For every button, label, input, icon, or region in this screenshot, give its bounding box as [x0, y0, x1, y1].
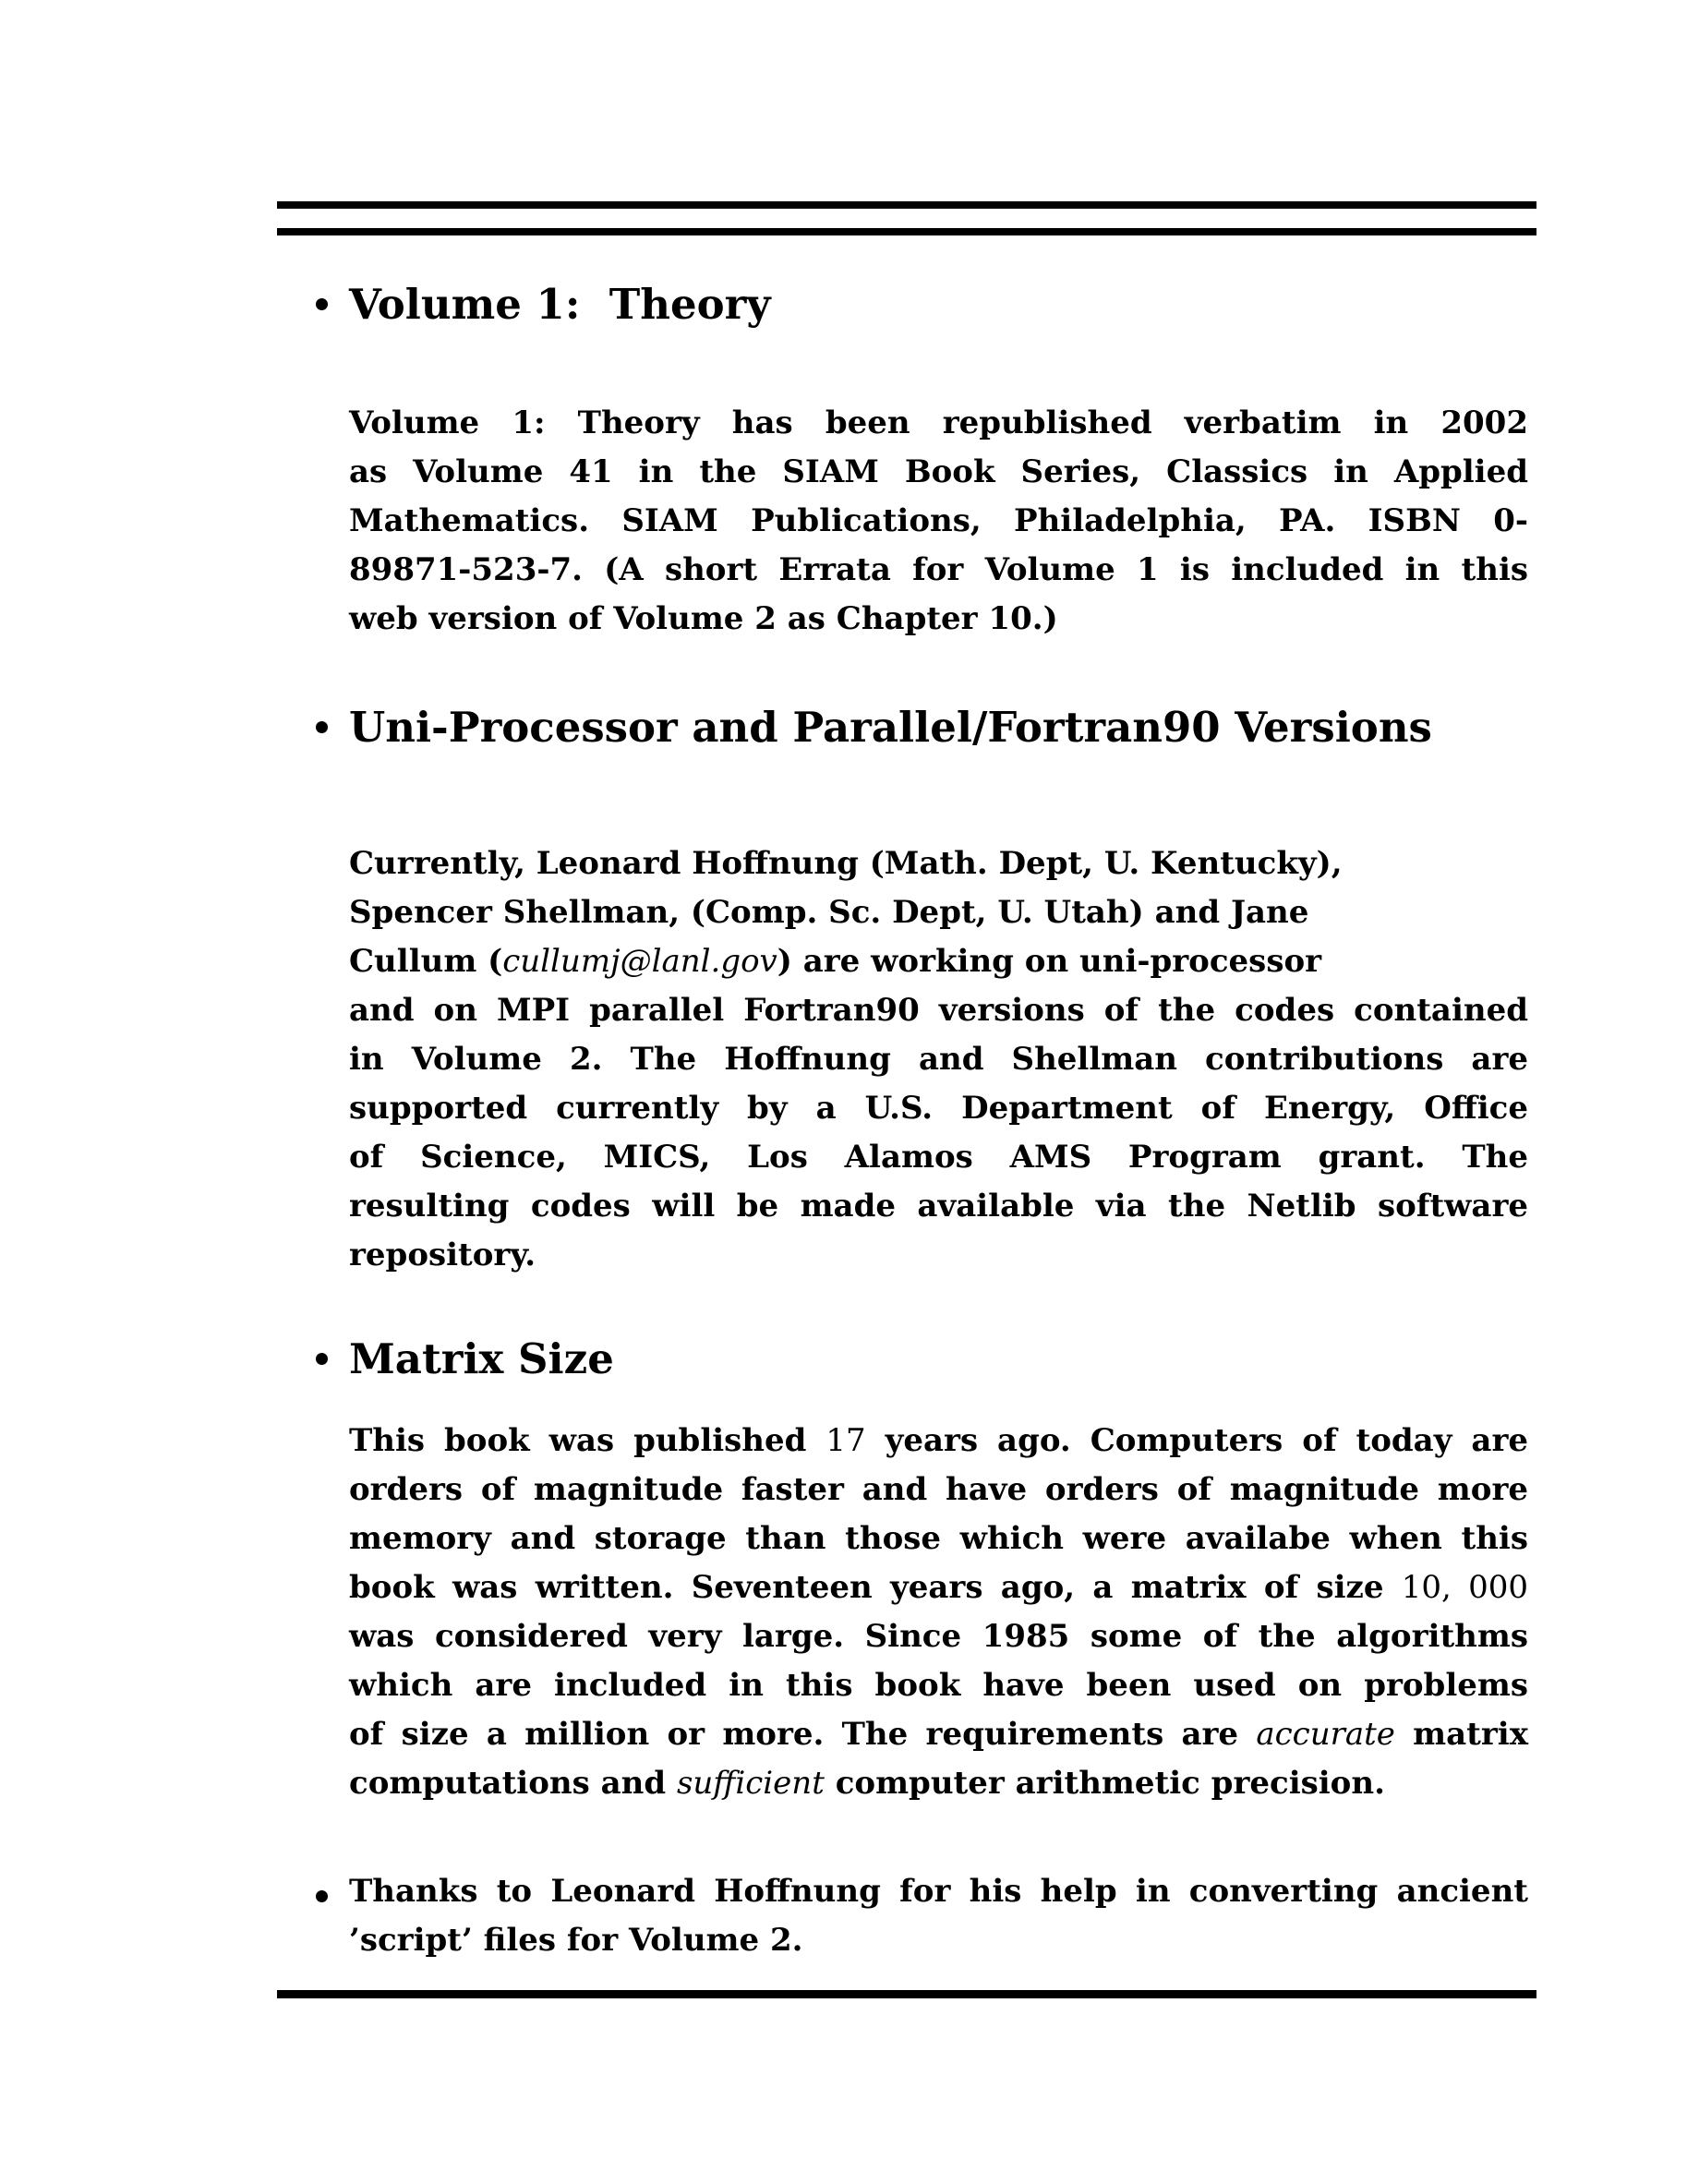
- text-line: [349, 546, 1528, 595]
- text-line: [349, 1916, 1528, 1965]
- text-line: [349, 1466, 1528, 1514]
- body-text: memory and storage than those which were availabe when this: [349, 1520, 1528, 1557]
- italic-text: accurate: [1256, 1716, 1395, 1753]
- body-text: orders of magnitude faster and have orders of magnitude more: [349, 1471, 1528, 1508]
- body-text: This book was published: [349, 1422, 826, 1459]
- text-line: [349, 1417, 1528, 1466]
- body-text: in Volume 2. The Hoffnung and Shellman contributions are: [349, 1041, 1528, 1078]
- body-text: ) are working on uni-processor: [777, 943, 1322, 980]
- section-heading: Volume 1: Theory: [349, 280, 771, 329]
- body-text: as Volume 41 in the SIAM Book Series, Classics in Applied: [349, 453, 1528, 490]
- section-body: [349, 839, 1528, 1280]
- text-line: [349, 1867, 1528, 1916]
- body-text: computer arithmetic precision.: [824, 1765, 1385, 1802]
- body-text: Thanks to Leonard Hoffnung for his help in converting ancient: [349, 1873, 1528, 1910]
- bullet-icon: [316, 1353, 328, 1365]
- text-line: [349, 448, 1528, 497]
- text-line: [349, 1035, 1528, 1084]
- body-text: repository.: [349, 1237, 536, 1273]
- text-line: [349, 1759, 1528, 1808]
- body-text: matrix: [1394, 1716, 1528, 1753]
- text-line: [349, 986, 1528, 1035]
- math-text: 17: [825, 1422, 866, 1459]
- text-line: [349, 1133, 1528, 1182]
- bullet-icon: [316, 721, 328, 733]
- section-body: [349, 399, 1528, 644]
- text-line: [349, 839, 1528, 888]
- text-line: [349, 595, 1528, 644]
- section-body: [349, 1417, 1528, 1808]
- text-line: [349, 888, 1528, 937]
- body-text: Mathematics. SIAM Publications, Philadelphia, PA. ISBN 0-: [349, 502, 1528, 539]
- bullet-icon: [316, 1890, 328, 1902]
- section-heading: Uni-Processor and Parallel/Fortran90 Versions: [349, 703, 1432, 752]
- italic-text: sufficient: [676, 1765, 825, 1802]
- body-text: Volume 1: Theory has been republished verbatim in 2002: [349, 404, 1528, 441]
- body-text: supported currently by a U.S. Department of Energy, Office: [349, 1090, 1528, 1127]
- bullet-icon: [316, 298, 328, 310]
- text-line: [349, 1182, 1528, 1231]
- text-line: [349, 1231, 1528, 1280]
- math-text: 10, 000: [1401, 1569, 1529, 1606]
- text-line: [349, 1563, 1528, 1612]
- body-text: and on MPI parallel Fortran90 versions of the codes contained: [349, 992, 1528, 1029]
- body-text: was considered very large. Since 1985 some of the algorithms: [349, 1618, 1528, 1655]
- body-text: computations and: [349, 1765, 677, 1802]
- body-text: Spencer Shellman, (Comp. Sc. Dept, U. Utah) and Jane: [349, 894, 1309, 931]
- section-heading: Matrix Size: [349, 1334, 614, 1383]
- body-text: of size a million or more. The requirements are: [349, 1716, 1257, 1753]
- text-line: [349, 497, 1528, 546]
- text-line: [349, 1612, 1528, 1661]
- body-text: web version of Volume 2 as Chapter 10.): [349, 600, 1058, 637]
- text-line: [349, 937, 1528, 986]
- body-text: Cullum (: [349, 943, 503, 980]
- body-text: of Science, MICS, Los Alamos AMS Program grant. The: [349, 1139, 1528, 1176]
- bottom-rule: [277, 1990, 1536, 1998]
- body-text: years ago. Computers of today are: [865, 1422, 1528, 1459]
- text-line: [349, 1514, 1528, 1563]
- section-body: [349, 1867, 1528, 1965]
- body-text: which are included in this book have been used on problems: [349, 1667, 1528, 1704]
- body-text: resulting codes will be made available via the Netlib software: [349, 1188, 1528, 1225]
- text-line: [349, 1710, 1528, 1759]
- text-line: [349, 399, 1528, 448]
- top-rule-lower: [277, 228, 1536, 235]
- body-text: Currently, Leonard Hoffnung (Math. Dept, U. Kentucky),: [349, 845, 1343, 882]
- top-rule-upper: [277, 201, 1536, 209]
- text-line: [349, 1084, 1528, 1133]
- body-text: 89871-523-7. (A short Errata for Volume 1 is included in this: [349, 551, 1528, 588]
- text-line: [349, 1661, 1528, 1710]
- body-text: book was written. Seventeen years ago, a matrix of size: [349, 1569, 1402, 1606]
- body-text: ’script’ files for Volume 2.: [349, 1922, 803, 1959]
- italic-text: cullumj@lanl.gov: [502, 943, 777, 980]
